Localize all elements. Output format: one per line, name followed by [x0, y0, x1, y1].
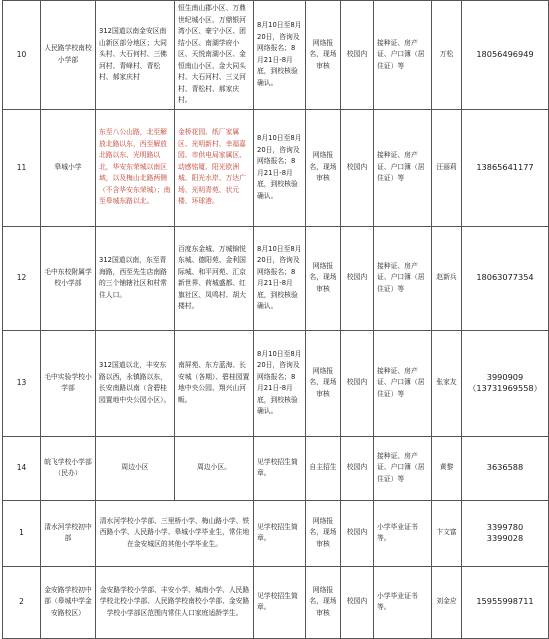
required-materials: 接种证、房产证、户口簿（居住证）等: [374, 330, 432, 436]
required-materials: 接种证、房产证、户口簿（居住证）等: [374, 226, 432, 330]
contact-person: 赵新兵: [432, 226, 462, 330]
contact-person: 卞文富: [432, 500, 462, 566]
contact-phone: 13865641177: [462, 109, 549, 226]
school-name: 金安路学校初中部（皋城中学金安路校区）: [41, 566, 96, 638]
district-range: 金安路学校小学部、丰安小学、城南小学、人民路学校北校小学部、人民路学校南校小学部、金安路学校小学部区范围内常住人口家庭适龄学生。: [96, 566, 254, 638]
enroll-time: 见学校招生简章。: [254, 436, 306, 500]
enrollment-table: [2, 0, 549, 639]
contact-phone: 3990909 （13731969558）: [462, 330, 549, 436]
table-row: [3, 436, 549, 500]
enroll-method: 网络报名，现场审核: [306, 330, 341, 436]
row-index: 1: [3, 500, 41, 566]
contact-person: 黄黎: [432, 436, 462, 500]
contact-person: 刘金应: [432, 566, 462, 638]
district-range: 周边小区: [96, 436, 175, 500]
school-name: 毛中实验学校小学部: [41, 330, 96, 436]
school-name: 毛中东校附属学校小学部: [41, 226, 96, 330]
district-range: 312国道以南，东至青海路，西至先生店南路的三个铺辖社区和村常住人口。: [96, 226, 175, 330]
school-name: 人民路学校南校小学部: [41, 1, 96, 110]
enroll-method: 网络报名，现场审核: [306, 566, 341, 638]
enroll-place: 校园内: [341, 500, 374, 566]
enroll-method: 网络报名，现场审核: [306, 226, 341, 330]
enroll-place: 校园内: [341, 566, 374, 638]
required-materials: 小学毕业证书等。: [374, 566, 432, 638]
row-index: 12: [3, 226, 41, 330]
table-row: [3, 500, 549, 566]
table-row: [3, 566, 549, 638]
enroll-place: 校园内: [341, 436, 374, 500]
required-materials: 接种证、房产证、户口簿（居住证）等: [374, 109, 432, 226]
enroll-method: 网络报名，现场审核: [306, 109, 341, 226]
contact-phone: 3399780 3399028: [462, 500, 549, 566]
contact-phone: 18063077354: [462, 226, 549, 330]
school-name: 皋城小学: [41, 109, 96, 226]
contact-person: 张家友: [432, 330, 462, 436]
contact-phone: 3636588: [462, 436, 549, 500]
enroll-place: 校园内: [341, 330, 374, 436]
community-list: 南屏苑、东方蓝海、长安城（各期）、碧桂园置地中央公园、翔兴山河畈。: [175, 330, 254, 436]
enroll-method: 网络报名，现场审核: [306, 500, 341, 566]
enroll-method: 自主招生: [306, 436, 341, 500]
district-range: 东至八公山路，北至解放北路以东，西至解放北路以东、光明路以北，华安东荣城以南区域，以及梅山北路两侧（不含华安东荣城）；南至皋城东路以北。: [96, 109, 175, 226]
enroll-place: 校园内: [341, 226, 374, 330]
required-materials: 小学毕业证书等。: [374, 500, 432, 566]
enroll-method: 网络报名，现场审核: [306, 1, 341, 110]
enroll-time: 见学校招生简章。: [254, 566, 306, 638]
row-index: 11: [3, 109, 41, 226]
community-list: 金桥花园、纸厂家属区、光明新村、幸福嘉园、市供电局家属区、动感铭厦、阳光欧洲城、阳光水岸、万达广场、光明青苑、状元楼、环球港。: [175, 109, 254, 226]
enroll-time: 8月10日至8月20日，咨询及网络报名；8月21日-8月底，到校核验确认。: [254, 1, 306, 110]
community-list: 百度东金城、万城锦悦东城、德阳苑、金利国际城、和平河苑、汇京新世界、荷城盛都、红旗社区、凤鸣村、胡大楼村。: [175, 226, 254, 330]
enroll-time: 8月10日至8月20日，咨询及网络报名；8月21日-8月底，到校核验确认。: [254, 109, 306, 226]
table-row: [3, 330, 549, 436]
district-range: 清水河学校小学部、三里桥小学、梅山路小学、铁西路小学、人民路小学、皋城小学毕业生，常住地在金安城区的其他小学毕业生。: [96, 500, 254, 566]
required-materials: 接种证、房产证、户口簿（居住证）等: [374, 1, 432, 110]
row-index: 2: [3, 566, 41, 638]
district-range: 312国道以北，丰安东路以西，永镇路以东，长安南路以南（含碧桂园置地中央公园小区）。: [96, 330, 175, 436]
contact-phone: 18056496949: [462, 1, 549, 110]
table-row: [3, 1, 549, 110]
enroll-time: 8月10日至8月20日，咨询及网络报名；8月21日-8月底，到校核验确认。: [254, 226, 306, 330]
school-name: 清水河学校初中部: [41, 500, 96, 566]
enroll-place: 校园内: [341, 109, 374, 226]
required-materials: 接种证、房产证、户口簿（居住证）等: [374, 436, 432, 500]
community-list: 周边小区。: [175, 436, 254, 500]
row-index: 13: [3, 330, 41, 436]
enroll-time: 8月10日至8月20日，咨询及网络报名；8月21日-8月底，到校核验确认。: [254, 330, 306, 436]
row-index: 14: [3, 436, 41, 500]
contact-person: 汪丽莉: [432, 109, 462, 226]
table-row: [3, 226, 549, 330]
school-name: 皖飞学校小学部（民办）: [41, 436, 96, 500]
enroll-place: 校园内: [341, 1, 374, 110]
district-range: 312国道以南金安区南山新区部分地区；大同头村、大石何村、三佛河村、青峰村、青松村、郝家庆村: [96, 1, 175, 110]
row-index: 10: [3, 1, 41, 110]
community-list: 恒生南山郡小区、万鼎世纪城小区、万鼎银河湾小区、豪宁小区、团结小区、南湖学府小区、天悦南湖小区、金恒南山小区、金大同头村、大石河村、三义河村、青松村、郝家庆村。: [175, 1, 254, 110]
contact-person: 万松: [432, 1, 462, 110]
table-row: [3, 109, 549, 226]
enroll-time: 见学校招生简章。: [254, 500, 306, 566]
contact-phone: 15955998711: [462, 566, 549, 638]
